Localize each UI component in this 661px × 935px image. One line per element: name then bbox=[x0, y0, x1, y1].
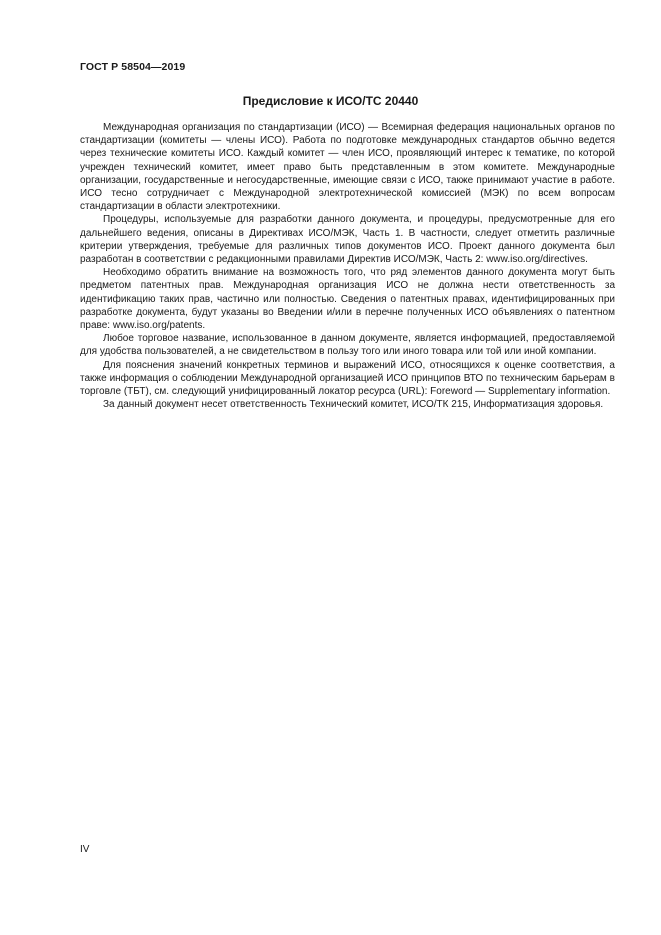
page-number: IV bbox=[80, 844, 90, 855]
paragraph-conformity-assessment: Для пояснения значений конкретных терминов и выражений ИСО, относящихся к оценке соответствия, а также информация о соблюдении Международной организацией ИСО принципов ВТО по техническим барьерам в торговле (ТБТ), см. следующий унифицированный локатор ресурса (URL): Foreword — Supplementary information. bbox=[80, 359, 615, 398]
section-title: Предисловие к ИСО/ТС 20440 bbox=[242, 94, 419, 108]
paragraph-patent-rights: Необходимо обратить внимание на возможность того, что ряд элементов данного документа могут быть предметом патентных прав. Международная организация ИСО не должна нести ответственность за идентификацию таких прав, частично или полностью. Сведения о патентных правах, идентифицированных при разработке документа, будут указаны во Введении и/или в перечне полученных ИСО объявлениях о патентном праве: www.iso.org/patents. bbox=[80, 267, 615, 332]
paragraph-responsibility: За данный документ несет ответственность Технический комитет, ИСО/ТК 215, Информатизация здоровья. bbox=[103, 399, 604, 411]
document-designation: ГОСТ Р 58504—2019 bbox=[80, 61, 186, 73]
paragraph-trade-names: Любое торговое название, использованное в данном документе, является информацией, предоставляемой для удобства пользователей, а не свидетельством в пользу того или иного товара или той или иной компании. bbox=[80, 333, 615, 358]
paragraph-procedures: Процедуры, используемые для разработки данного документа, и процедуры, предусмотренные для его дальнейшего ведения, описаны в Директивах ИСО/МЭК, Часть 1. В частности, следует отметить различные критерии утверждения, требуемые для различных типов документов ИСО. Проект данного документа был разработан в соответствии с редакционными правилами Директив ИСО/МЭК, Часть 2: www.iso.org/directives. bbox=[80, 214, 615, 266]
foreword-body bbox=[80, 121, 615, 411]
paragraph-iso-organization: Международная организация по стандартизации (ИСО) — Всемирная федерация национальных органов по стандартизации (комитеты — члены ИСО). Работа по подготовке международных стандартов обычно ведется через технические комитеты ИСО. Каждый комитет — член ИСО, проявляющий интерес к тематике, по которой учрежден технический комитет, имеет право быть представленным в этом комитете. Международные организации, государственные и негосударственные, имеющие связи с ИСО, также принимают участие в работе. ИСО тесно сотрудничает с Международной электротехнической комиссией (МЭК) по всем вопросам стандартизации в области электротехники. bbox=[80, 122, 615, 213]
